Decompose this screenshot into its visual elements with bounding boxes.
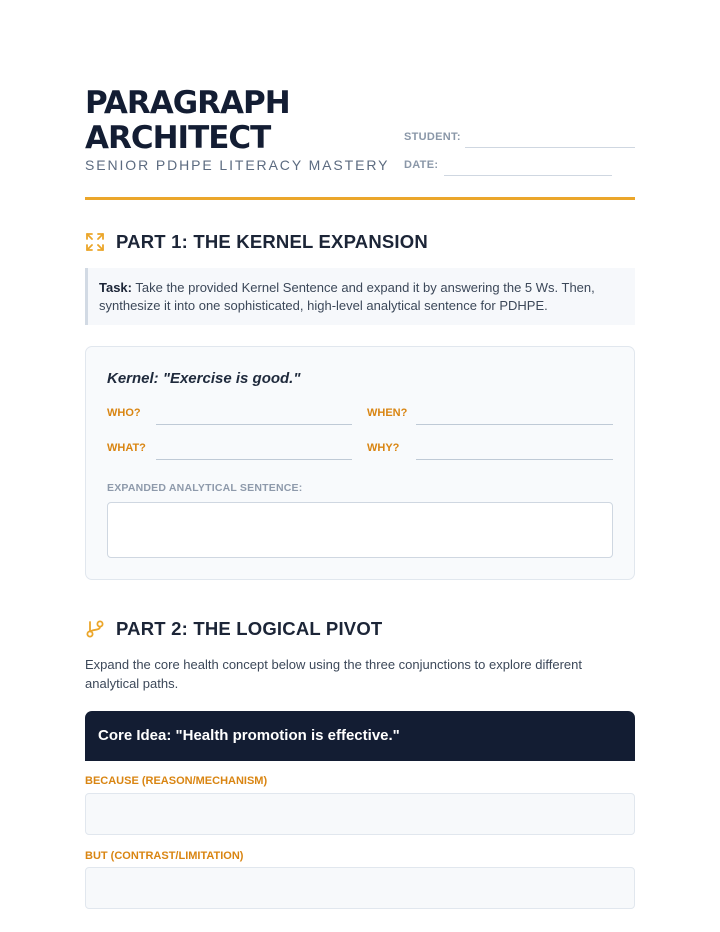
but-input[interactable] [85,867,635,909]
when-field[interactable] [416,424,613,425]
student-label: STUDENT: [404,131,461,143]
part2-title: PART 2: THE LOGICAL PIVOT [116,618,383,639]
because-label: BECAUSE (REASON/MECHANISM) [85,775,268,787]
title-line-2: ARCHITECT [85,120,271,156]
task-box [85,268,635,325]
why-label: WHY? [367,442,400,454]
but-label: BUT (CONTRAST/LIMITATION) [85,850,244,862]
who-label: WHO? [107,407,141,419]
date-field[interactable] [444,175,612,176]
title-line-1: PARAGRAPH [85,85,290,121]
part2-intro: Expand the core health concept below using the three conjunctions to explore different analytical paths. [85,657,582,691]
date-label: DATE: [404,159,439,171]
git-branch-icon [85,619,105,639]
expanded-sentence-label: EXPANDED ANALYTICAL SENTENCE: [107,482,303,494]
why-field[interactable] [416,459,613,460]
because-input[interactable] [85,793,635,835]
what-field[interactable] [156,459,352,460]
what-label: WHAT? [107,442,146,454]
header-divider [85,197,635,200]
when-label: WHEN? [367,407,408,419]
student-field[interactable] [465,147,635,148]
task-label: Task: [99,280,132,295]
page-subtitle: SENIOR PDHPE LITERACY MASTERY [85,157,390,173]
expanded-sentence-input[interactable] [107,502,613,558]
kernel-sentence: Kernel: "Exercise is good." [107,370,301,387]
expand-arrows-icon [85,232,105,252]
task-text: Take the provided Kernel Sentence and expand it by answering the 5 Ws. Then, synthesize it into one sophisticated, high-level analytical sentence for PDHPE. [99,280,595,313]
part1-title: PART 1: THE KERNEL EXPANSION [116,231,428,252]
core-idea-banner: Core Idea: "Health promotion is effective." [85,711,635,761]
page-title [85,86,385,156]
who-field[interactable] [156,424,352,425]
